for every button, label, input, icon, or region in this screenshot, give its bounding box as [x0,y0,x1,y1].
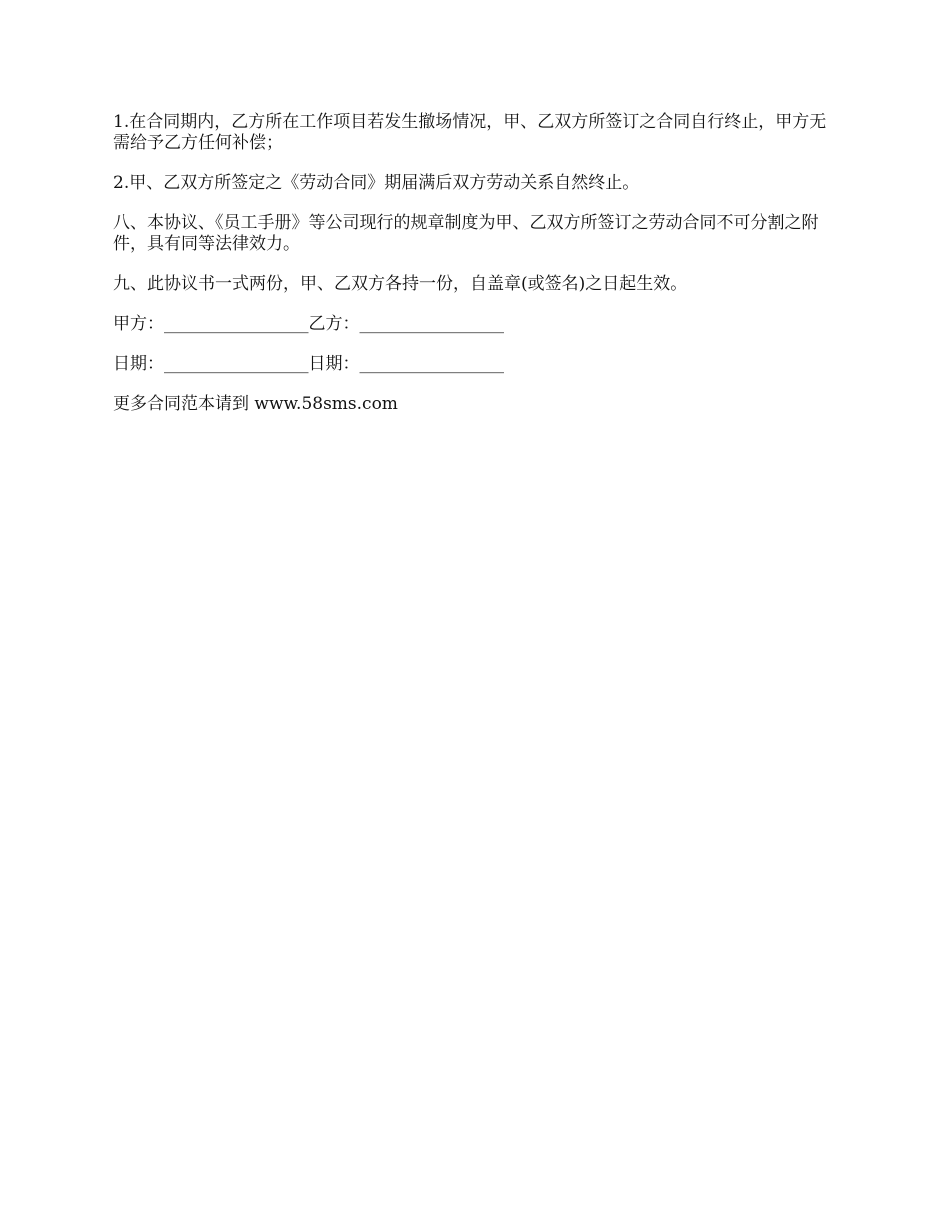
clause-1-termination: 1.在合同期内，乙方所在工作项目若发生撤场情况，甲、乙双方所签订之合同自行终止，甲方无需给予乙方任何补偿； [113,112,827,153]
party-b-blank: _________________ [359,314,504,334]
party-a-label: 甲方： [113,314,164,334]
party-a-blank: _________________ [164,314,309,334]
date-a-blank: _________________ [164,354,309,374]
document-body [113,112,843,434]
clause-2-expiry: 2.甲、乙双方所签定之《劳动合同》期届满后双方劳动关系自然终止。 [113,173,640,193]
date-b-label: 日期： [308,354,360,374]
footer-link-text: 更多合同范本请到 www.58sms.com [113,394,398,414]
date-a-label: 日期： [113,354,164,374]
party-b-label: 乙方： [308,314,360,334]
signature-line [113,314,843,335]
clause-8-attachments: 八、本协议、《员工手册》等公司现行的规章制度为甲、乙双方所签订之劳动合同不可分割之附件，具有同等法律效力。 [113,213,819,254]
clause-9-effectiveness: 九、此协议书一式两份，甲、乙双方各持一份，自盖章(或签名)之日起生效。 [113,274,688,294]
date-line [113,354,843,375]
date-b-blank: _________________ [359,354,504,374]
